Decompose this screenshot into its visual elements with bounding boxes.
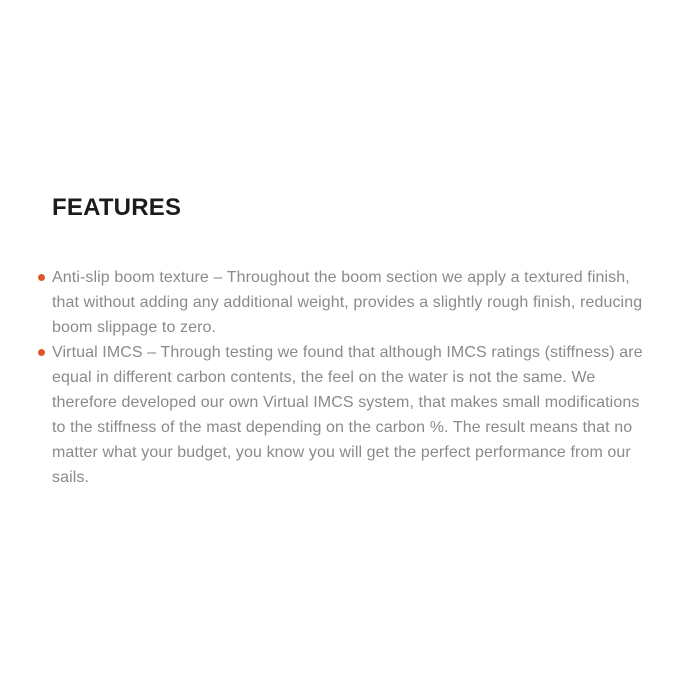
bullet-icon — [38, 274, 45, 281]
feature-text: Virtual IMCS – Through testing we found that although IMCS ratings (stiffness) are equal in different carbon contents, the feel on the water is not the same. We therefore developed our own Virtual IMCS system, that makes small modifications to the stiffness of the mast depending on the carbon %. The result means that no matter what your budget, you know you will get the perfect performance from our sails. — [52, 344, 643, 486]
feature-list — [52, 265, 652, 490]
bullet-icon — [38, 349, 45, 356]
list-item — [52, 340, 652, 490]
list-item — [52, 265, 652, 340]
feature-text: Anti-slip boom texture – Throughout the boom section we apply a textured finish, that without adding any additional weight, provides a slightly rough finish, reducing boom slippage to zero. — [52, 269, 643, 336]
features-section — [52, 196, 652, 490]
section-title: FEATURES — [52, 194, 182, 221]
